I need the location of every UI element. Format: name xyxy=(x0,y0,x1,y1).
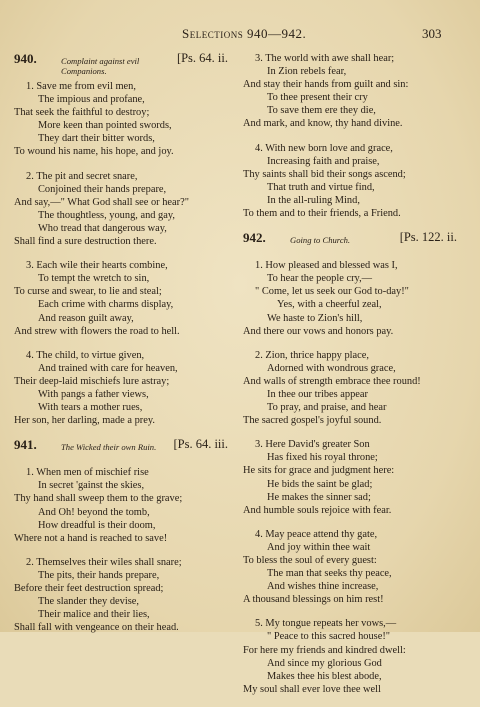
verse-line: And trained with care for heaven, xyxy=(38,362,178,374)
stanza xyxy=(243,617,457,696)
verse-line: To them and to their friends, a Friend. xyxy=(243,208,401,220)
verse-line: We haste to Zion's hill, xyxy=(267,312,363,324)
verse-line: Her son, her darling, made a prey. xyxy=(14,415,155,427)
verse-line: And wishes thine increase, xyxy=(267,581,379,593)
verse-line: For here my friends and kindred dwell: xyxy=(243,644,406,656)
verse-line: He bids the saint be glad; xyxy=(267,478,373,490)
verse-line: Who tread that dangerous way, xyxy=(38,222,167,234)
verse-line: With pangs a father views, xyxy=(38,388,149,400)
verse-line: That seek the faithful to destroy; xyxy=(14,107,150,119)
verse-line: Adorned with wondrous grace, xyxy=(267,362,396,374)
verse-line: 5. My tongue repeats her vows,— xyxy=(255,618,397,630)
hymn-reference: [Ps. 122. ii. xyxy=(399,230,457,245)
running-header xyxy=(0,26,480,42)
verse-line: The sacred gospel's joyful sound. xyxy=(243,415,382,427)
hymn xyxy=(14,438,228,634)
verse-line: Their malice and their lies, xyxy=(38,609,150,621)
stanza xyxy=(243,349,457,428)
verse-line: And strew with flowers the road to hell. xyxy=(14,325,180,337)
verse-line: And there our vows and honors pay. xyxy=(243,325,394,337)
verse-line: Makes thee his blest abode, xyxy=(267,670,382,682)
verse-line: Shall fall with vengeance on their head. xyxy=(14,622,179,634)
verse-line: And stay their hands from guilt and sin: xyxy=(243,79,409,91)
hymn-heading xyxy=(14,52,228,76)
verse-line: 4. May peace attend thy gate, xyxy=(255,528,378,540)
hymn-number: 941. xyxy=(14,437,37,453)
hymn-subject: The Wicked their own Ruin. xyxy=(61,442,157,453)
verse-line: In the all-ruling Mind, xyxy=(267,194,360,206)
verse-line: And walls of strength embrace thee round! xyxy=(243,375,421,387)
verse-line: With tears a mother rues, xyxy=(38,402,143,414)
verse-line: Yes, with a cheerful zeal, xyxy=(277,299,382,311)
verse-line: 3. The world with awe shall hear; xyxy=(255,53,395,64)
stanza xyxy=(14,556,228,635)
verse-line: And joy within thee wait xyxy=(267,541,371,553)
verse-line: The man that seeks thy peace, xyxy=(267,568,392,580)
running-title: Selections 940—942. xyxy=(182,26,307,41)
verse-line: " Come, let us seek our God to-day!" xyxy=(255,286,409,298)
hymn xyxy=(243,52,457,220)
verse-line: And Oh! beyond the tomb, xyxy=(38,506,150,518)
verse-line: In secret 'gainst the skies, xyxy=(38,480,145,492)
verse-line: And since my glorious God xyxy=(267,657,382,669)
verse-line: Before their feet destruction spread; xyxy=(14,583,164,594)
verse-line: 4. With new born love and grace, xyxy=(255,142,393,154)
verse-line: In Zion rebels fear, xyxy=(267,66,347,78)
stanza xyxy=(14,259,228,338)
verse-line: A thousand blessings on him rest! xyxy=(243,594,384,606)
verse-line: How dreadful is their doom, xyxy=(38,519,156,531)
verse-line: 2. Zion, thrice happy place, xyxy=(255,349,369,361)
stanza xyxy=(243,52,457,131)
verse-line: To thee present their cry xyxy=(267,92,368,104)
verse-line: He makes the sinner sad; xyxy=(267,491,371,503)
hymn-subject: Going to Church. xyxy=(290,235,351,246)
verse-line: To save them ere they die, xyxy=(267,105,376,117)
verse-line: To tempt the wretch to sin, xyxy=(38,273,150,285)
verse-line: " Peace to this sacred house!" xyxy=(267,631,391,643)
stanza xyxy=(14,170,228,249)
verse-line: He sits for grace and judgment here: xyxy=(243,465,395,477)
hymn xyxy=(243,231,457,696)
verse-line: And mark, and know, thy hand divine. xyxy=(243,118,403,130)
verse-line: The thoughtless, young, and gay, xyxy=(38,209,175,221)
verse-line: Each crime with charms display, xyxy=(38,299,174,311)
verse-line: Has fixed his royal throne; xyxy=(267,452,378,464)
right-column xyxy=(243,52,457,707)
stanza xyxy=(243,438,457,517)
verse-line: 1. Save me from evil men, xyxy=(26,81,136,92)
hymn-number: 940. xyxy=(14,51,37,66)
verse-line: And reason guilt away, xyxy=(38,312,134,324)
hymn-subject: Complaint against evil Companions. xyxy=(61,56,140,76)
hymn-heading xyxy=(243,231,457,255)
verse-line: 4. The child, to virtue given, xyxy=(26,349,145,361)
hymn xyxy=(14,52,228,427)
verse-line: To bless the soul of every guest: xyxy=(243,555,377,566)
stanza xyxy=(243,259,457,338)
hymn-reference: [Ps. 64. iii. xyxy=(173,437,228,452)
left-column xyxy=(14,52,228,645)
verse-line: To pray, and praise, and hear xyxy=(267,402,387,414)
verse-line: My soul shall ever love thee well xyxy=(243,683,381,695)
hymn-number: 942. xyxy=(243,230,266,246)
verse-line: Thy saints shall bid their songs ascend; xyxy=(243,168,406,180)
verse-line: 2. The pit and secret snare, xyxy=(26,170,138,182)
verse-line: Shall find a sure destruction there. xyxy=(14,236,157,248)
verse-line: That truth and virtue find, xyxy=(267,181,375,193)
verse-line: 1. How pleased and blessed was I, xyxy=(255,260,398,272)
verse-line: In thee our tribes appear xyxy=(267,388,368,400)
verse-line: Conjoined their hands prepare, xyxy=(38,183,167,195)
verse-line: To hear the people cry,— xyxy=(267,273,373,285)
verse-line: The slander they devise, xyxy=(38,596,139,608)
verse-line: The impious and profane, xyxy=(38,94,145,106)
verse-line: And humble souls rejoice with fear. xyxy=(243,504,392,516)
verse-line: To wound his name, his hope, and joy. xyxy=(14,146,174,158)
verse-line: They dart their bitter words, xyxy=(38,133,155,145)
verse-line: 3. Each wile their hearts combine, xyxy=(26,260,168,272)
verse-line: And say,—" What God shall see or hear?" xyxy=(14,196,189,208)
stanza xyxy=(14,80,228,159)
verse-line: 3. Here David's greater Son xyxy=(255,439,370,451)
page-number: 303 xyxy=(422,26,442,41)
verse-line: The pits, their hands prepare, xyxy=(38,569,160,581)
stanza xyxy=(14,349,228,428)
verse-line: Where not a hand is reached to save! xyxy=(14,532,168,544)
hymn-reference: [Ps. 64. ii. xyxy=(176,51,228,65)
hymn-heading xyxy=(14,438,228,462)
verse-line: Their deep-laid mischiefs lure astray; xyxy=(14,375,170,387)
verse-line: To curse and swear, to lie and steal; xyxy=(14,286,162,298)
verse-line: 1. When men of mischief rise xyxy=(26,467,149,479)
stanza xyxy=(14,466,228,545)
verse-line: More keen than pointed swords, xyxy=(38,120,172,132)
verse-line: Thy hand shall sweep them to the grave; xyxy=(14,493,183,505)
stanza xyxy=(243,528,457,607)
verse-line: Increasing faith and praise, xyxy=(267,155,380,167)
verse-line: 2. Themselves their wiles shall snare; xyxy=(26,556,182,568)
stanza xyxy=(243,142,457,221)
